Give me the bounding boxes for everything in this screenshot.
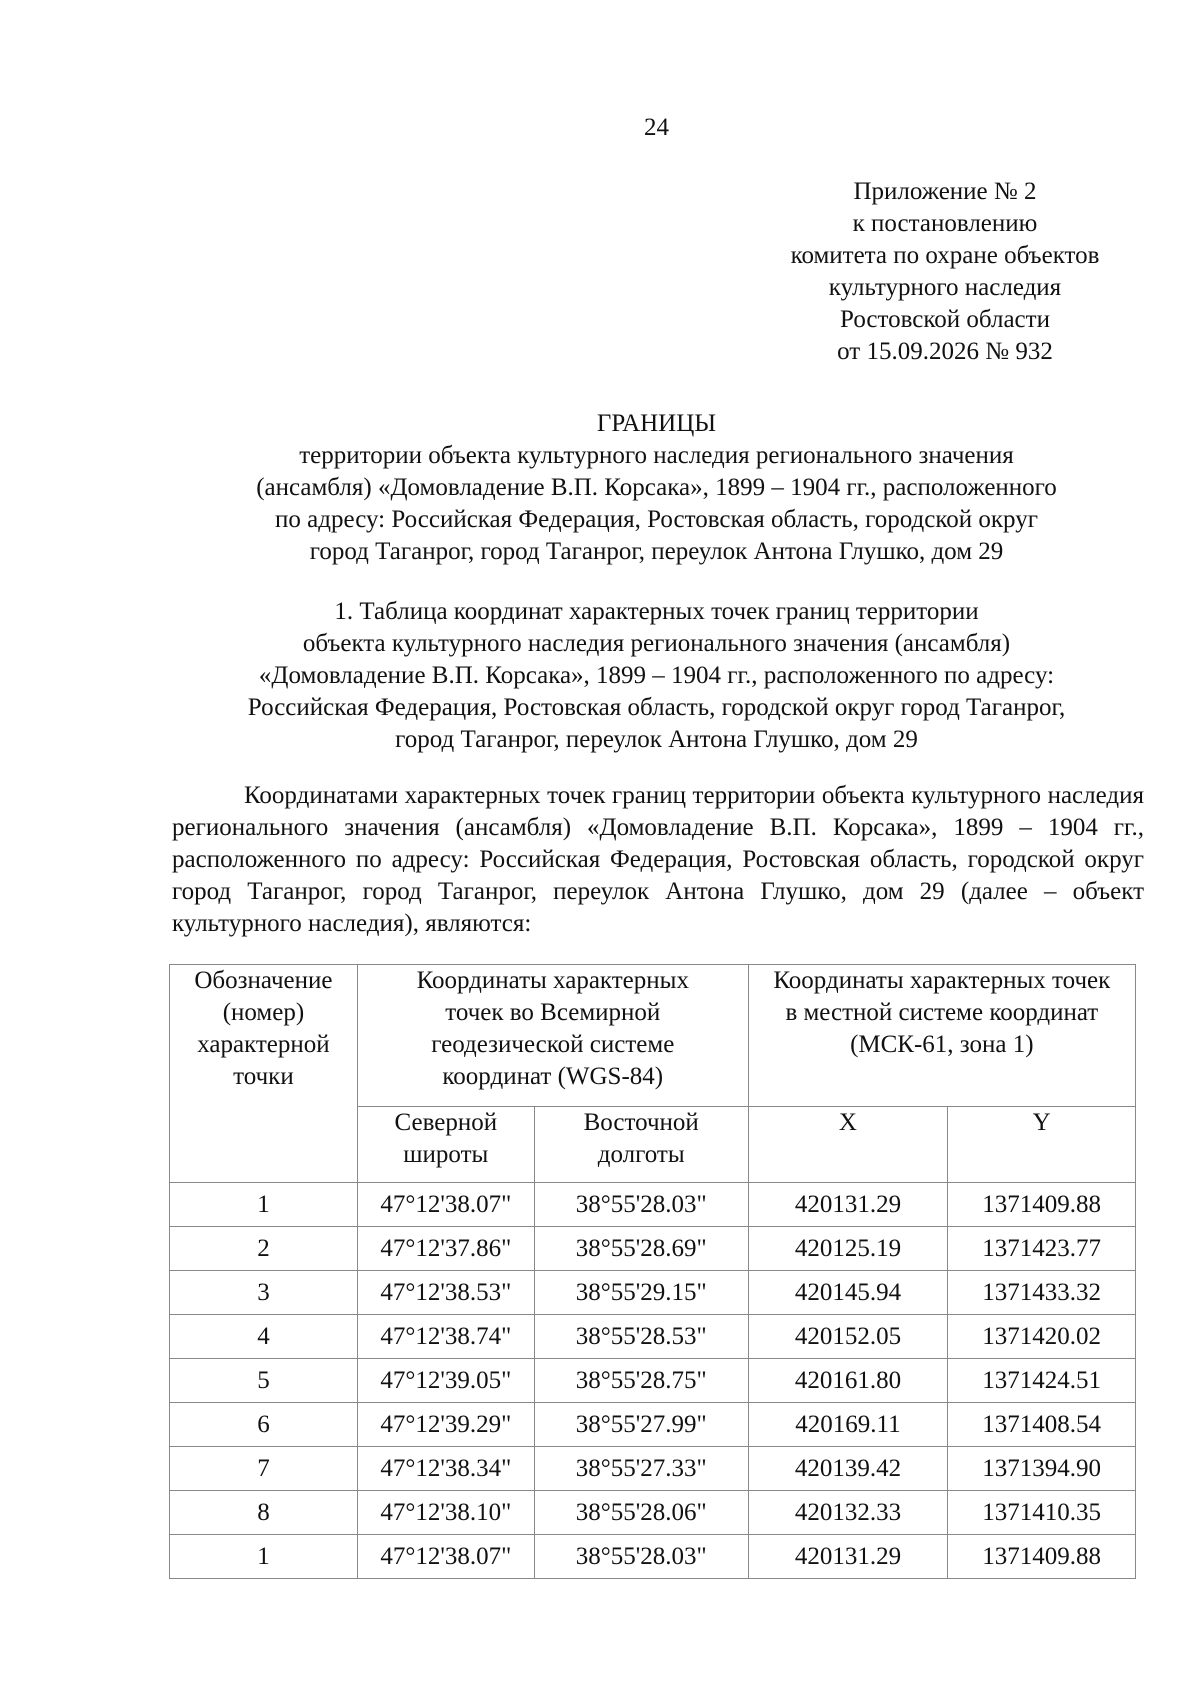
cell-x: 420145.94 — [748, 1271, 948, 1315]
cell-point: 8 — [170, 1491, 358, 1535]
table-row — [170, 1403, 1136, 1447]
cell-east: 38°55'28.03" — [534, 1535, 748, 1579]
cell-y: 1371433.32 — [948, 1271, 1136, 1315]
header-msk61-text: Координаты характерных точек в местной системе координат (МСК-61, зона 1) — [773, 967, 1111, 1058]
page-number: 24 — [644, 114, 669, 141]
cell-x: 420139.42 — [748, 1447, 948, 1491]
cell-east: 38°55'28.03" — [534, 1183, 748, 1227]
header-north-latitude — [357, 1107, 534, 1183]
cell-point: 1 — [170, 1535, 358, 1579]
cell-x: 420161.80 — [748, 1359, 948, 1403]
cell-x: 420152.05 — [748, 1315, 948, 1359]
appendix-line: к постановлению — [852, 210, 1038, 237]
cell-north: 47°12'38.07" — [357, 1535, 534, 1579]
cell-y: 1371394.90 — [948, 1447, 1136, 1491]
table-row — [170, 1491, 1136, 1535]
header-wgs84 — [357, 965, 748, 1107]
cell-x: 420169.11 — [748, 1403, 948, 1447]
coordinates-table — [169, 964, 1136, 1579]
cell-point: 6 — [170, 1403, 358, 1447]
cell-east: 38°55'29.15" — [534, 1271, 748, 1315]
cell-y: 1371423.77 — [948, 1227, 1136, 1271]
cell-east: 38°55'28.69" — [534, 1227, 748, 1271]
header-east-longitude — [534, 1107, 748, 1183]
table-row — [170, 1315, 1136, 1359]
header-msk61 — [748, 965, 1135, 1107]
cell-y: 1371409.88 — [948, 1535, 1136, 1579]
cell-x: 420131.29 — [748, 1183, 948, 1227]
cell-x: 420125.19 — [748, 1227, 948, 1271]
header-point-number — [170, 965, 358, 1183]
cell-point: 7 — [170, 1447, 358, 1491]
cell-point: 2 — [170, 1227, 358, 1271]
cell-east: 38°55'27.33" — [534, 1447, 748, 1491]
appendix-block — [760, 176, 1130, 368]
table-title-line: 1. Таблица координат характерных точек границ территории — [334, 598, 979, 625]
header-y: Y — [948, 1107, 1136, 1183]
cell-north: 47°12'39.05" — [357, 1359, 534, 1403]
cell-y: 1371420.02 — [948, 1315, 1136, 1359]
header-wgs84-text: Координаты характерных точек во Всемирной геодезической системе координат (WGS-84) — [416, 967, 689, 1090]
appendix-line: Приложение № 2 — [853, 178, 1037, 205]
cell-y: 1371410.35 — [948, 1491, 1136, 1535]
cell-point: 4 — [170, 1315, 358, 1359]
header-north-latitude-text: Северной широты — [394, 1109, 498, 1168]
appendix-line: Ростовской области — [840, 306, 1050, 333]
table-row — [170, 1359, 1136, 1403]
cell-east: 38°55'28.75" — [534, 1359, 748, 1403]
table-title-line: Российская Федерация, Ростовская область, городской округ город Таганрог, — [247, 694, 1066, 721]
table-row — [170, 1447, 1136, 1491]
cell-point: 3 — [170, 1271, 358, 1315]
cell-x: 420131.29 — [748, 1535, 948, 1579]
cell-north: 47°12'39.29" — [357, 1403, 534, 1447]
table-title-line: «Домовладение В.П. Корсака», 1899 – 1904 гг., расположенного по адресу: — [258, 662, 1055, 689]
cell-north: 47°12'38.53" — [357, 1271, 534, 1315]
table-row — [170, 1271, 1136, 1315]
table-row — [170, 1227, 1136, 1271]
table-title — [0, 596, 1200, 756]
appendix-line: культурного наследия — [828, 274, 1062, 301]
cell-y: 1371409.88 — [948, 1183, 1136, 1227]
cell-north: 47°12'37.86" — [357, 1227, 534, 1271]
header-point-number-text: Обозначение (номер) характерной точки — [194, 967, 333, 1090]
cell-point: 1 — [170, 1183, 358, 1227]
body-paragraph: Координатами характерных точек границ территории объекта культурного наследия регионального значения (ансамбля) «Домовладение В.П. Корсака», 1899 – 1904 гг., расположенного по адресу: Российская Федерация, Ростовская область, городской округ город Таганрог, город Таганрог, переулок Антона Глушко, дом 29 (далее – объект культурного наследия), являются: — [172, 782, 1144, 937]
appendix-line: комитета по охране объектов — [790, 242, 1100, 269]
cell-east: 38°55'28.06" — [534, 1491, 748, 1535]
table-row — [170, 1183, 1136, 1227]
cell-y: 1371408.54 — [948, 1403, 1136, 1447]
document-heading: ГРАНИЦЫ — [596, 410, 717, 437]
cell-point: 5 — [170, 1359, 358, 1403]
subheading-line: (ансамбля) «Домовладение В.П. Корсака», 1899 – 1904 гг., расположенного — [256, 474, 1057, 501]
cell-north: 47°12'38.34" — [357, 1447, 534, 1491]
cell-east: 38°55'28.53" — [534, 1315, 748, 1359]
cell-north: 47°12'38.74" — [357, 1315, 534, 1359]
cell-north: 47°12'38.10" — [357, 1491, 534, 1535]
subheading-line: по адресу: Российская Федерация, Ростовская область, городской округ — [275, 506, 1038, 533]
table-title-line: объекта культурного наследия регионального значения (ансамбля) — [302, 630, 1011, 657]
header-x: X — [748, 1107, 948, 1183]
cell-x: 420132.33 — [748, 1491, 948, 1535]
cell-north: 47°12'38.07" — [357, 1183, 534, 1227]
table-row — [170, 1535, 1136, 1579]
cell-east: 38°55'27.99" — [534, 1403, 748, 1447]
cell-y: 1371424.51 — [948, 1359, 1136, 1403]
subheading-line: территории объекта культурного наследия регионального значения — [299, 442, 1014, 469]
appendix-line: от 15.09.2026 № 932 — [837, 338, 1053, 365]
document-subheading — [0, 440, 1200, 568]
subheading-line: город Таганрог, город Таганрог, переулок Антона Глушко, дом 29 — [309, 538, 1004, 565]
header-east-longitude-text: Восточной долготы — [583, 1109, 699, 1168]
table-title-line: город Таганрог, переулок Антона Глушко, дом 29 — [395, 726, 918, 753]
